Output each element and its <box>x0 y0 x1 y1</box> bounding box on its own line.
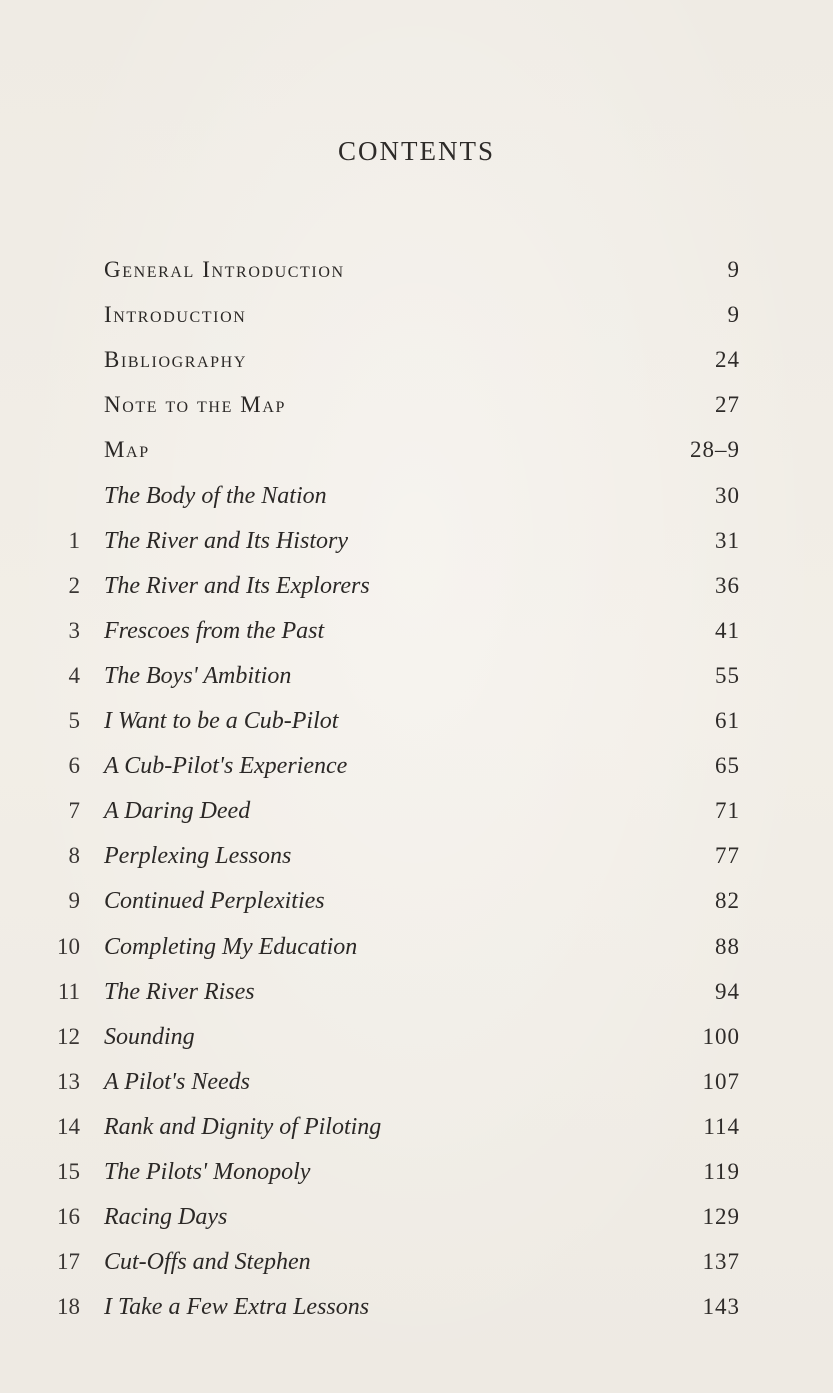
page-number: 41 <box>715 617 740 643</box>
chapter-number: 13 <box>57 1068 80 1094</box>
toc-entry <box>40 1244 800 1280</box>
toc-entry <box>40 1109 800 1145</box>
entry-title: The Body of the Nation <box>104 482 327 509</box>
page-number: 107 <box>702 1068 740 1094</box>
entry-title: General Introduction <box>104 257 345 282</box>
chapter-number: 9 <box>68 888 80 914</box>
chapter-number: 12 <box>57 1023 80 1049</box>
page-number: 27 <box>715 392 740 418</box>
chapter-number: 1 <box>68 527 80 553</box>
chapter-number: 5 <box>68 708 80 733</box>
entry-title: Frescoes from the Past <box>104 617 325 644</box>
toc-entry <box>40 793 800 829</box>
page-number: 119 <box>703 1159 740 1184</box>
toc-entry <box>40 387 800 423</box>
entry-title: Completing My Education <box>104 933 358 960</box>
entry-title: The River Rises <box>104 978 255 1005</box>
toc-entry <box>40 1064 800 1100</box>
entry-title: A Daring Deed <box>104 798 251 825</box>
toc-entry <box>40 658 800 694</box>
page-number: 9 <box>727 302 740 328</box>
page-number: 36 <box>715 572 740 598</box>
entry-title: Introduction <box>104 302 247 328</box>
page-number: 94 <box>715 978 740 1004</box>
toc-entry <box>40 1199 800 1235</box>
entry-title: Note to the Map <box>104 392 287 418</box>
toc-entry <box>40 1154 800 1190</box>
entry-title: Bibliography <box>104 347 247 373</box>
page-number: 65 <box>715 753 740 779</box>
entry-title: Map <box>104 437 150 463</box>
entry-title: The Boys' Ambition <box>104 662 292 689</box>
entry-title: Perplexing Lessons <box>104 843 292 870</box>
chapter-number: 6 <box>68 753 80 779</box>
page-number: 77 <box>715 843 740 869</box>
chapter-number: 15 <box>57 1159 80 1184</box>
toc-entry <box>40 838 800 874</box>
toc-entry <box>40 297 800 333</box>
entry-title: Continued Perplexities <box>104 888 325 915</box>
page-number: 28–9 <box>690 437 740 463</box>
entry-title: The River and Its Explorers <box>104 572 370 599</box>
toc-entry <box>40 974 800 1010</box>
page-number: 71 <box>715 798 740 824</box>
entry-title: A Pilot's Needs <box>104 1068 251 1095</box>
entry-title: Cut-Offs and Stephen <box>104 1249 311 1276</box>
entry-title: Rank and Dignity of Piloting <box>104 1113 382 1140</box>
entry-title: A Cub-Pilot's Experience <box>104 753 348 780</box>
chapter-number: 16 <box>57 1204 80 1230</box>
entry-title: I Take a Few Extra Lessons <box>104 1294 370 1321</box>
entry-title: Racing Days <box>104 1204 228 1231</box>
chapter-number: 18 <box>57 1294 80 1320</box>
contents-heading: CONTENTS <box>338 136 495 166</box>
toc-entry <box>40 883 800 919</box>
toc-entry <box>40 252 800 288</box>
chapter-number: 11 <box>57 978 80 1004</box>
toc-entry <box>40 748 800 784</box>
page-number: 100 <box>702 1023 740 1049</box>
entry-title: The Pilots' Monopoly <box>104 1159 311 1185</box>
toc-entry <box>40 613 800 649</box>
page-number: 82 <box>715 888 740 914</box>
page-number: 24 <box>715 347 740 373</box>
page-number: 30 <box>715 482 740 508</box>
page-number: 137 <box>702 1249 740 1275</box>
toc-entry <box>40 568 800 604</box>
page-number: 114 <box>703 1113 740 1139</box>
chapter-number: 14 <box>57 1113 80 1139</box>
page-number: 61 <box>715 708 740 733</box>
entry-title: Sounding <box>104 1023 195 1050</box>
toc-entry <box>40 1019 800 1055</box>
toc-entry <box>40 432 800 468</box>
page-number: 9 <box>727 257 740 282</box>
chapter-number: 7 <box>68 798 80 824</box>
toc-entry <box>40 929 800 965</box>
chapter-number: 8 <box>68 843 80 869</box>
toc-entry <box>40 342 800 378</box>
chapter-number: 2 <box>68 572 80 598</box>
toc-entry <box>40 478 800 514</box>
page-number: 31 <box>715 527 740 553</box>
page-number: 143 <box>702 1294 740 1320</box>
page-number: 55 <box>715 662 740 688</box>
toc-entry <box>40 703 800 739</box>
toc-entry <box>40 523 800 559</box>
chapter-number: 10 <box>57 933 80 959</box>
page-number: 88 <box>715 933 740 959</box>
toc-entry <box>40 1289 800 1325</box>
entry-title: The River and Its History <box>104 527 348 554</box>
entry-title: I Want to be a Cub-Pilot <box>104 708 339 734</box>
page-number: 129 <box>702 1204 740 1230</box>
chapter-number: 17 <box>57 1249 80 1275</box>
chapter-number: 3 <box>68 617 80 643</box>
chapter-number: 4 <box>68 662 80 688</box>
